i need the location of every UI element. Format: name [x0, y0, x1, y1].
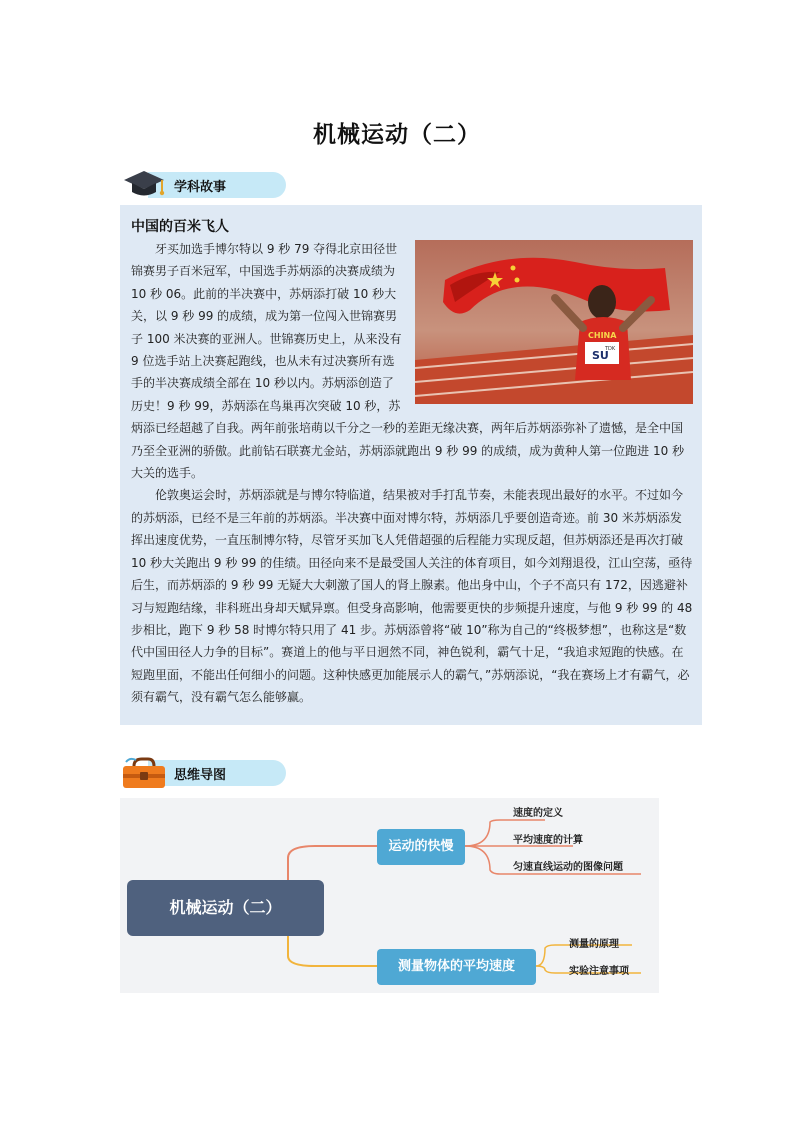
svg-text:TDK: TDK — [605, 346, 616, 352]
branch-node-measure: 测量物体的平均速度 — [377, 949, 536, 985]
leaf-node: 测量的原理 — [569, 939, 619, 950]
sprinter-photo — [415, 240, 693, 404]
leaf-node: 实验注意事项 — [569, 966, 629, 977]
toolbox-icon — [120, 756, 168, 790]
leaf-node: 速度的定义 — [513, 808, 563, 819]
section-tab — [148, 172, 286, 198]
section-label: 学科故事 — [174, 180, 227, 195]
sprinter-with-flag-icon — [415, 240, 693, 404]
svg-text:CHINA: CHINA — [588, 331, 617, 340]
mind-map — [120, 798, 659, 993]
section-tab — [148, 760, 286, 786]
branch-node-speed: 运动的快慢 — [377, 829, 465, 865]
page-title: 机械运动（二） — [313, 122, 481, 148]
section-label: 思维导图 — [174, 768, 227, 783]
graduation-cap-icon — [120, 168, 168, 202]
story-text — [131, 238, 693, 709]
mind-map-root-node: 机械运动（二） — [127, 880, 324, 936]
story-box — [120, 205, 702, 725]
story-paragraph: 伦敦奥运会时，苏炳添就是与博尔特临道，结果被对手打乱节奏，未能表现出最好的水平。不过如今的苏炳添，已经不是三年前的苏炳添。半决赛中面对博尔特，苏炳添几乎要创造奇迹。前 30 米苏炳添发挥出速度优势，一直压制博尔特，尽管牙买加飞人凭借超强的后程能力实现反超，但苏炳添还是再次打破 10 秒大关跑出 9 秒 99 的佳绩。田径向来不是最受国人关注的体育项目，如今刘翔退役，江山空荡，亟待后生，而苏炳添的 9 秒 99 无疑大大刺激了国人的肾上腺素。他出身中山，个子不高只有 172，因逃避补习与短跑结缘，非科班出身却天赋异禀。但受身高影响，他需要更快的步频提升速度，与他 9 秒 99 的 48 步相比，跑下 9 秒 58 时博尔特只用了 41 步。苏炳添曾将“破 10”称为自己的“终极梦想”，也称这是“数代中国田径人力争的目标”。赛道上的他与平日迥然不同，神色锐利，霸气十足，“我追求短跑的快感。在短跑里面，不能出任何细小的问题。这种快感更加能展示人的霸气，”苏炳添说，“我在赛场上才有霸气，必须有霸气，没有霸气怎么能够赢。 — [131, 488, 693, 705]
leaf-node: 平均速度的计算 — [513, 835, 583, 846]
story-paragraph: 牙买加选手博尔特以 9 秒 79 夺得北京田径世锦赛男子百米冠军，中国选手苏炳添的决赛成绩为 10 秒 06。此前的半决赛中，苏炳添打破 10 秒大关，以 9 秒 99 的成绩，成为第一位闯入世锦赛男子 100 米决赛的亚洲人。世锦赛历史上，从来没有 9 位选手站上决赛起跑线，也从未有过决赛所有选手的半决赛成绩全部在 10 秒以内。苏炳添创造了历史！9 秒 99，苏炳添在鸟巢再次突破 10 秒，苏炳添已经超越了自我。两年前张培萌以千分之一秒的差距无缘决赛，两年后苏炳添弥补了遗憾，是全中国乃至全亚洲的骄傲。此前钻石联赛尤金站，苏炳添就跑出 9 秒 99 的成绩，成为黄种人第一位跑进 10 秒大关的选手。 — [131, 242, 685, 481]
svg-text:SU: SU — [592, 349, 609, 362]
story-title: 中国的百米飞人 — [131, 219, 229, 235]
leaf-node: 匀速直线运动的图像问题 — [513, 862, 623, 873]
